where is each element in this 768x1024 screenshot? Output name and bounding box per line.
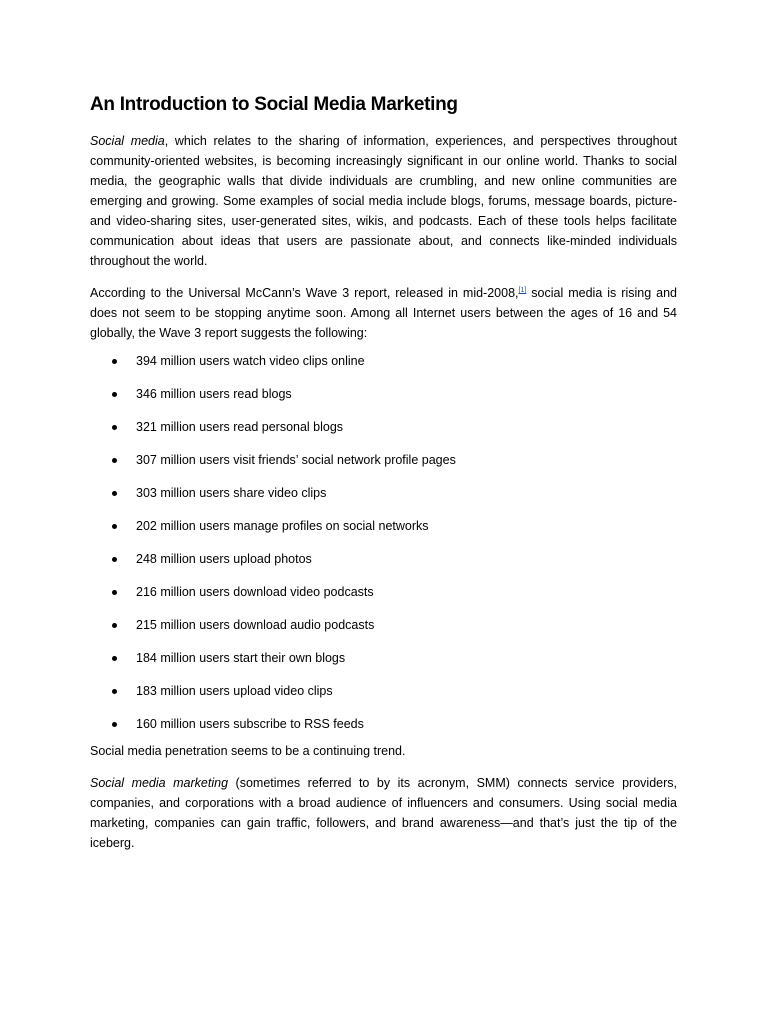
list-item-text: 394 million users watch video clips online <box>136 354 365 368</box>
bullet-icon <box>112 359 117 364</box>
social-media-term: Social media <box>90 134 165 148</box>
list-item <box>90 516 677 536</box>
smm-paragraph-text: (sometimes referred to by its acronym, SMM) connects service providers, companies, and corporations with a broad audience of influencers and consumers. Using social media marketing, companies can gain traffic, followers, and brand awareness—and that’s just the tip of the iceberg. <box>90 776 677 850</box>
list-item <box>90 582 677 602</box>
smm-paragraph <box>90 773 677 853</box>
bullet-icon <box>112 623 117 628</box>
list-item <box>90 483 677 503</box>
bullet-icon <box>112 425 117 430</box>
intro-paragraph-text: , which relates to the sharing of information, experiences, and perspectives throughout community-oriented websites, is becoming increasingly significant in our online world. Thanks to social media, the geographic walls that divide individuals are crumbling, and new online communities are emerging and growing. Some examples of social media include blogs, forums, message boards, picture- and video-sharing sites, user-generated sites, wikis, and podcasts. Each of these tools helps facilitate communication about ideas that users are passionate about, and connects like-minded individuals throughout the world. <box>90 134 677 268</box>
bullet-icon <box>112 722 117 727</box>
wave3-paragraph-before: According to the Universal McCann’s Wave 3 report, released in mid-2008, <box>90 286 519 300</box>
list-item-text: 215 million users download audio podcasts <box>136 618 375 632</box>
list-item <box>90 351 677 371</box>
list-item <box>90 450 677 470</box>
list-item-text: 307 million users visit friends’ social network profile pages <box>136 453 456 467</box>
list-item <box>90 417 677 437</box>
list-item <box>90 714 677 734</box>
bullet-icon <box>112 656 117 661</box>
bullet-icon <box>112 689 117 694</box>
smm-term: Social media marketing <box>90 776 229 790</box>
list-item-text: 202 million users manage profiles on social networks <box>136 519 429 533</box>
list-item-text: 183 million users upload video clips <box>136 684 333 698</box>
list-item <box>90 648 677 668</box>
statistics-list <box>90 351 677 734</box>
bullet-icon <box>112 392 117 397</box>
intro-paragraph <box>90 131 677 271</box>
list-item-text: 346 million users read blogs <box>136 387 292 401</box>
bullet-icon <box>112 590 117 595</box>
wave3-paragraph-after: social media is rising and does not seem to be stopping anytime soon. Among all Internet users between the ages of 16 and 54 globally, the Wave 3 report suggests the following: <box>90 286 677 340</box>
footnote-link[interactable]: [1] <box>518 286 527 294</box>
list-item <box>90 615 677 635</box>
list-item-text: 184 million users start their own blogs <box>136 651 346 665</box>
bullet-icon <box>112 524 117 529</box>
document-page <box>90 92 677 853</box>
list-item-text: 160 million users subscribe to RSS feeds <box>136 717 364 731</box>
list-item-text: 303 million users share video clips <box>136 486 327 500</box>
list-item <box>90 384 677 404</box>
bullet-icon <box>112 458 117 463</box>
bullet-icon <box>112 491 117 496</box>
trend-paragraph: Social media penetration seems to be a continuing trend. <box>90 744 406 758</box>
list-item-text: 321 million users read personal blogs <box>136 420 344 434</box>
list-item-text: 248 million users upload photos <box>136 552 312 566</box>
wave3-paragraph <box>90 283 677 343</box>
list-item <box>90 549 677 569</box>
bullet-icon <box>112 557 117 562</box>
list-item-text: 216 million users download video podcasts <box>136 585 374 599</box>
list-item <box>90 681 677 701</box>
document-title: An Introduction to Social Media Marketing <box>90 94 458 115</box>
